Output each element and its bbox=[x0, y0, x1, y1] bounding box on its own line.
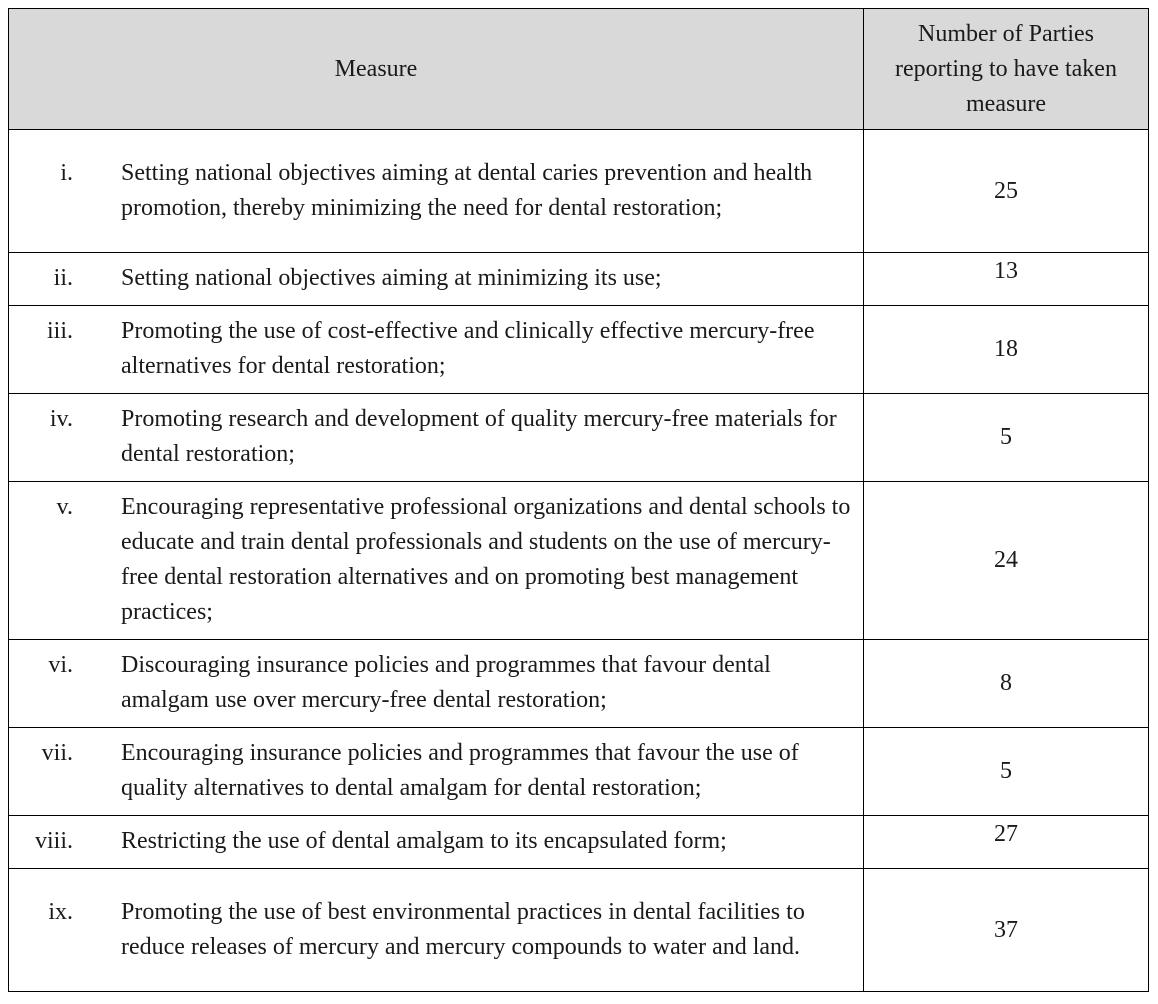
measure-numeral: v. bbox=[56, 494, 73, 520]
table-row bbox=[9, 253, 1149, 306]
measure-numeral: ix. bbox=[48, 898, 73, 925]
header-count-line-2: reporting to have taken bbox=[895, 55, 1117, 82]
party-count: 27 bbox=[864, 816, 1149, 869]
table-row bbox=[9, 640, 1149, 728]
party-count: 24 bbox=[864, 482, 1149, 640]
measure-cell bbox=[9, 130, 864, 253]
measure-text: Promoting research and development of quality mercury-free materials for dental restoration; bbox=[121, 406, 837, 467]
party-count: 37 bbox=[864, 869, 1149, 992]
table-row bbox=[9, 306, 1149, 394]
measure-text: Encouraging insurance policies and programmes that favour the use of quality alternatives to dental amalgam for dental restoration; bbox=[121, 740, 799, 801]
party-count: 18 bbox=[864, 306, 1149, 394]
measure-text: Setting national objectives aiming at minimizing its use; bbox=[121, 265, 662, 291]
measure-numeral: viii. bbox=[34, 828, 73, 854]
measure-cell bbox=[9, 816, 864, 869]
party-count: 5 bbox=[864, 394, 1149, 482]
table-row bbox=[9, 394, 1149, 482]
table-header-row bbox=[9, 9, 1149, 130]
measure-text: Setting national objectives aiming at dental caries prevention and health promotion, thereby minimizing the need for dental restoration; bbox=[121, 159, 813, 221]
party-count: 5 bbox=[864, 728, 1149, 816]
party-count: 25 bbox=[864, 130, 1149, 253]
header-number-of-parties bbox=[864, 9, 1149, 130]
measure-cell bbox=[9, 253, 864, 306]
measure-numeral: iii. bbox=[46, 318, 73, 344]
measure-numeral: vi. bbox=[48, 652, 73, 678]
measure-numeral: i. bbox=[60, 159, 73, 186]
measure-cell bbox=[9, 640, 864, 728]
table-row bbox=[9, 869, 1149, 992]
measure-text: Promoting the use of cost-effective and clinically effective mercury-free alternatives for dental restoration; bbox=[121, 318, 815, 379]
measure-cell bbox=[9, 306, 864, 394]
table-row bbox=[9, 728, 1149, 816]
party-count: 8 bbox=[864, 640, 1149, 728]
measure-cell bbox=[9, 394, 864, 482]
measure-cell bbox=[9, 869, 864, 992]
measure-numeral: vii. bbox=[41, 740, 73, 766]
measure-cell bbox=[9, 482, 864, 640]
header-count-line-3: measure bbox=[966, 90, 1046, 117]
party-count: 13 bbox=[864, 253, 1149, 306]
measure-numeral: iv. bbox=[49, 406, 73, 432]
table-row bbox=[9, 482, 1149, 640]
table-row bbox=[9, 816, 1149, 869]
measure-text: Promoting the use of best environmental practices in dental facilities to reduce releases of mercury and mercury compounds to water and land. bbox=[121, 898, 805, 960]
header-measure: Measure bbox=[9, 9, 864, 130]
measure-cell bbox=[9, 728, 864, 816]
header-count-line-1: Number of Parties bbox=[918, 20, 1094, 47]
measure-text: Restricting the use of dental amalgam to its encapsulated form; bbox=[121, 828, 727, 854]
measure-numeral: ii. bbox=[53, 265, 73, 291]
measure-text: Discouraging insurance policies and programmes that favour dental amalgam use over mercury-free dental restoration; bbox=[121, 652, 771, 713]
measures-table bbox=[8, 8, 1149, 992]
measure-text: Encouraging representative professional organizations and dental schools to educate and train dental professionals and students on the use of mercury-free dental restoration alternatives and on promoting best management practices; bbox=[121, 494, 851, 625]
table-row bbox=[9, 130, 1149, 253]
